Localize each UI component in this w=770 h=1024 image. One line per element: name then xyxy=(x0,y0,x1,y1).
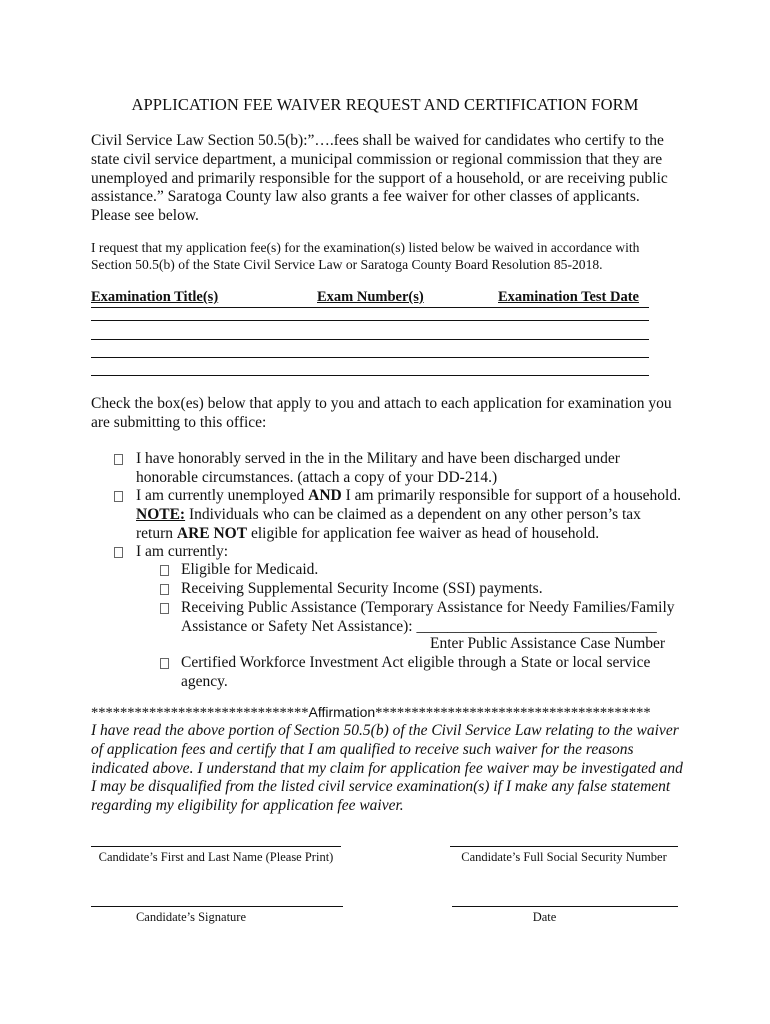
option-ssi xyxy=(181,580,681,599)
exam-title-column-label: Examination Title(s) xyxy=(91,289,219,305)
option-wia-label: Certified Workforce Investment Act eligible through a State or local service agency. xyxy=(181,654,651,690)
request-paragraph: I request that my application fee(s) for the examination(s) listed below be waived in accordance with Section 50.5(b) of the State Civil Service Law or Saratoga County Board Resolution 85-2018. xyxy=(91,240,640,272)
instructions-paragraph: Check the box(es) below that apply to you and attach to each application for examination you are submitting to this office: xyxy=(91,395,672,431)
signature-label: Candidate’s Signature xyxy=(135,910,247,924)
exam-table-header xyxy=(91,289,649,308)
note-label: NOTE: xyxy=(136,505,186,523)
checkbox-public-assistance[interactable] xyxy=(160,603,169,614)
option-wia xyxy=(181,654,681,692)
option-unemployed-text: I am currently unemployed xyxy=(136,487,309,504)
date-line[interactable] xyxy=(452,906,678,907)
exam-entry-line-1[interactable] xyxy=(91,320,649,321)
exam-number-column-label: Exam Number(s) xyxy=(317,289,424,305)
option-unemployed xyxy=(136,487,681,543)
option-unemployed-text-2: I am primarily responsible for support of a household. xyxy=(341,487,681,504)
form-title: APPLICATION FEE WAIVER REQUEST AND CERTIFICATION FORM xyxy=(131,95,639,114)
affirmation-text: I have read the above portion of Section 50.5(b) of the Civil Service Law relating to the waiver of application fees and certify that I am qualified to receive such waiver for the reasons indicated above. I understand that my claim for application fee waiver may be investigated and I may be disqualified from the listed civil service examination(s) if I make any false statement regarding my eligibility for application fee waiver. xyxy=(91,722,683,815)
option-unemployed-and: AND xyxy=(308,487,342,504)
checkbox-ssi[interactable] xyxy=(160,584,169,595)
option-medicaid xyxy=(181,561,681,580)
exam-date-column-label: Examination Test Date xyxy=(498,289,639,305)
date-label: Date xyxy=(532,910,557,924)
note-are-not: ARE NOT xyxy=(176,524,248,542)
intro-paragraph: Civil Service Law Section 50.5(b):”….fees shall be waived for candidates who certify to the state civil service department, a municipal commission or regional commission that they are unemployed and primarily responsible for the support of a household, or are receiving public assistance.” Saratoga County law also grants a fee waiver for other classes of applicants. Please see below. xyxy=(91,132,668,225)
option-public-assistance xyxy=(181,599,681,637)
ssn-signature-line[interactable] xyxy=(450,846,678,847)
affirmation-stars-left: ****************************** xyxy=(91,705,309,721)
checkbox-medicaid[interactable] xyxy=(160,565,169,576)
checkbox-wia[interactable] xyxy=(160,658,169,669)
exam-entry-line-4[interactable] xyxy=(91,375,649,376)
signature-line[interactable] xyxy=(91,906,343,907)
option-military-label: I have honorably served in the in the Military and have been discharged under honorable circumstances. (attach a copy of your DD-214.) xyxy=(136,450,620,486)
note-tail: eligible for application fee waiver as head of household. xyxy=(247,524,600,542)
name-label: Candidate’s First and Last Name (Please Print) xyxy=(98,850,334,864)
checkbox-currently[interactable] xyxy=(114,547,123,558)
option-currently xyxy=(136,543,681,562)
option-ssi-label: Receiving Supplemental Security Income (SSI) payments. xyxy=(181,580,543,597)
option-public-assistance-label: Receiving Public Assistance (Temporary Assistance for Needy Families/Family Assistance or Safety Net Assistance): _______________________________ xyxy=(181,599,675,635)
option-currently-label: I am currently: xyxy=(136,543,229,560)
exam-entry-line-2[interactable] xyxy=(91,339,649,340)
affirmation-heading-text: Affirmation xyxy=(308,704,376,720)
ssn-label: Candidate’s Full Social Security Number xyxy=(461,850,667,864)
exam-entry-line-3[interactable] xyxy=(91,357,649,358)
checkbox-unemployed[interactable] xyxy=(114,491,123,502)
note-text: Individuals who can be claimed as a dependent on any other person’s tax return xyxy=(136,505,641,542)
option-military xyxy=(136,450,681,488)
checkbox-military[interactable] xyxy=(114,454,123,465)
name-signature-line[interactable] xyxy=(91,846,341,847)
option-medicaid-label: Eligible for Medicaid. xyxy=(181,561,319,578)
affirmation-stars-right: ************************************** xyxy=(375,705,651,721)
affirmation-heading xyxy=(91,704,651,722)
case-number-label: Enter Public Assistance Case Number xyxy=(430,635,666,652)
